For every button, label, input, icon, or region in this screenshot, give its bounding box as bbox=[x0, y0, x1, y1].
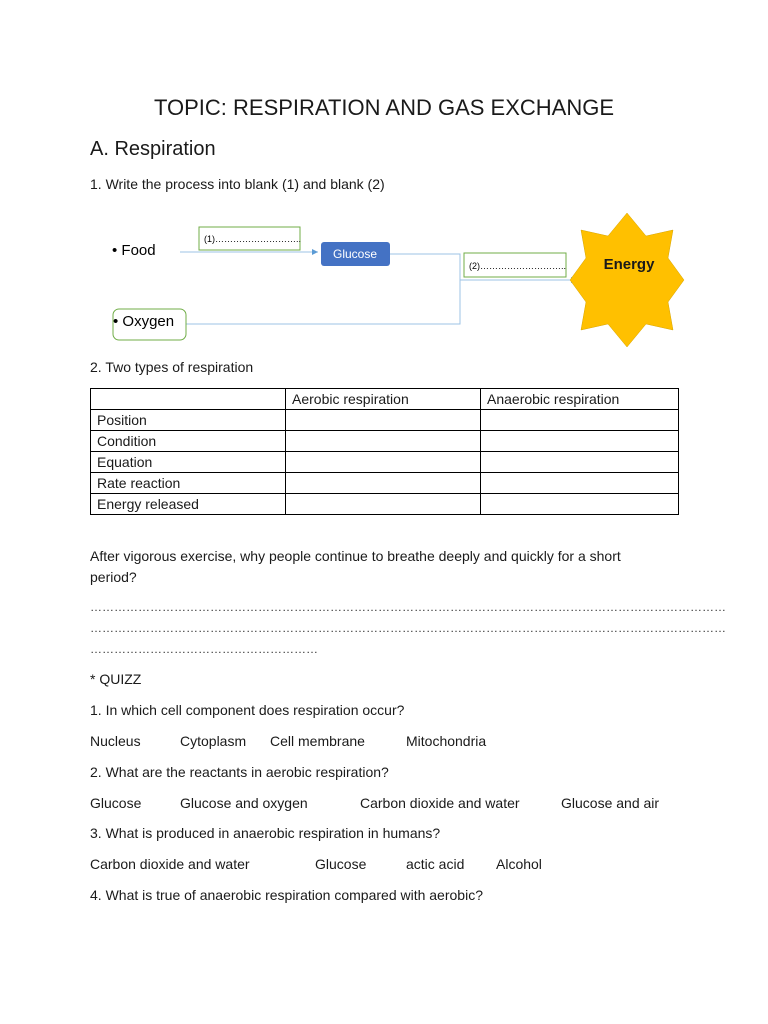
quiz-1-option[interactable]: Cytoplasm bbox=[180, 733, 247, 749]
table-header-cell bbox=[91, 389, 286, 410]
table-cell[interactable] bbox=[481, 431, 679, 452]
quiz-2-option[interactable]: Glucose and air bbox=[561, 795, 660, 811]
table-cell[interactable] bbox=[286, 473, 481, 494]
quiz-3-option[interactable]: Carbon dioxide and water bbox=[90, 856, 250, 872]
quiz-3-option[interactable]: actic acid bbox=[406, 856, 465, 872]
question-2-prompt: 2. Two types of respiration bbox=[90, 359, 254, 375]
table-cell[interactable] bbox=[286, 452, 481, 473]
table-cell[interactable] bbox=[286, 494, 481, 515]
table-cell[interactable] bbox=[286, 431, 481, 452]
table-row bbox=[91, 431, 679, 452]
quiz-1-option[interactable]: Mitochondria bbox=[406, 733, 487, 749]
food-label: • Food bbox=[112, 242, 156, 259]
table-header-row bbox=[91, 389, 679, 410]
page-title: TOPIC: RESPIRATION AND GAS EXCHANGE bbox=[153, 95, 615, 120]
quiz-3-option[interactable]: Glucose bbox=[315, 856, 367, 872]
quiz-question-3: 3. What is produced in anaerobic respiration in humans? bbox=[90, 825, 441, 841]
table-cell[interactable] bbox=[481, 494, 679, 515]
exercise-question-line-1: After vigorous exercise, why people continue to breathe deeply and quickly for a short bbox=[90, 548, 621, 564]
table-row-label: Position bbox=[91, 410, 286, 431]
glucose-label: Glucose bbox=[332, 247, 378, 261]
table-row bbox=[91, 473, 679, 494]
blank-1-text: (1)……………………….. bbox=[204, 234, 302, 244]
quiz-2-option[interactable]: Glucose bbox=[90, 795, 142, 811]
quiz-question-2: 2. What are the reactants in aerobic respiration? bbox=[90, 764, 389, 780]
table-cell[interactable] bbox=[481, 473, 679, 494]
quiz-2-option[interactable]: Carbon dioxide and water bbox=[360, 795, 520, 811]
quiz-1-option[interactable]: Cell membrane bbox=[270, 733, 365, 749]
table-cell[interactable] bbox=[481, 452, 679, 473]
table-row-label: Energy released bbox=[91, 494, 286, 515]
table-row bbox=[91, 452, 679, 473]
answer-line[interactable]: …………………………………………………………………………………………………………………………………………… bbox=[90, 600, 726, 614]
table-cell[interactable] bbox=[481, 410, 679, 431]
oxygen-to-energy-line bbox=[186, 280, 460, 324]
table-row-label: Equation bbox=[91, 452, 286, 473]
table-row bbox=[91, 494, 679, 515]
table-row-label: Rate reaction bbox=[91, 473, 286, 494]
table-row-label: Condition bbox=[91, 431, 286, 452]
energy-label: Energy bbox=[603, 256, 655, 273]
answer-line[interactable]: …………………………………………………………………………………………………………………………………………… bbox=[90, 621, 726, 635]
quiz-1-option[interactable]: Nucleus bbox=[90, 733, 141, 749]
answer-line[interactable]: ………………………………………………… bbox=[90, 642, 318, 656]
respiration-diagram bbox=[90, 205, 690, 350]
oxygen-label: • Oxygen bbox=[113, 313, 175, 330]
energy-star-shape bbox=[570, 213, 684, 347]
quiz-question-1: 1. In which cell component does respiration occur? bbox=[90, 702, 405, 718]
table-header-cell: Aerobic respiration bbox=[286, 389, 481, 410]
quiz-2-option[interactable]: Glucose and oxygen bbox=[180, 795, 308, 811]
quiz-heading: * QUIZZ bbox=[90, 671, 142, 687]
table-header-cell: Anaerobic respiration bbox=[481, 389, 679, 410]
quiz-3-option[interactable]: Alcohol bbox=[496, 856, 542, 872]
blank-2-text: (2)……………………….. bbox=[469, 261, 567, 271]
question-1-prompt: 1. Write the process into blank (1) and blank (2) bbox=[90, 176, 385, 192]
exercise-question-line-2: period? bbox=[90, 569, 137, 585]
quiz-question-4: 4. What is true of anaerobic respiration compared with aerobic? bbox=[90, 887, 483, 903]
table-row bbox=[91, 410, 679, 431]
table-cell[interactable] bbox=[286, 410, 481, 431]
respiration-comparison-table bbox=[90, 388, 679, 515]
section-heading-respiration: A. Respiration bbox=[90, 138, 216, 160]
